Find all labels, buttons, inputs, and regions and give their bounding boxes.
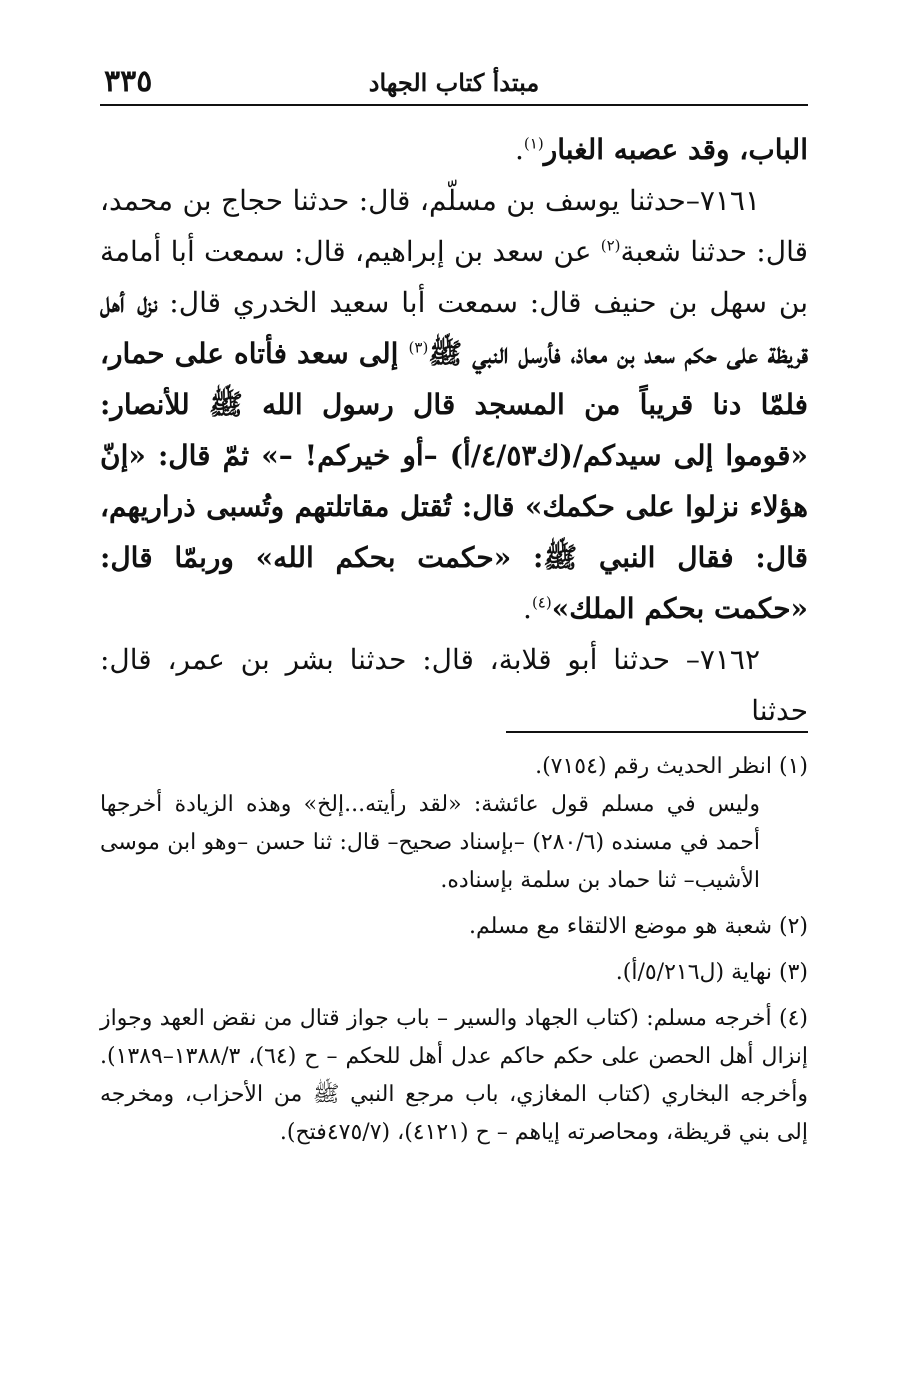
footnotes bbox=[100, 748, 808, 1152]
text-period: . bbox=[523, 592, 532, 625]
isnad-text-cont: عن سعد بن إبراهيم، قال: سمعت أبا أمامة بن سهل بن حنيف قال: سمعت أبا سعيد الخدري قال: bbox=[100, 235, 808, 319]
hadith-7162: ٧١٦٢– حدثنا أبو قلابة، قال: حدثنا بشر بن عمر، قال: حدثنا bbox=[100, 643, 808, 727]
footnote-3: (٣) نهاية (ل٥/٢١٦/أ). bbox=[615, 960, 808, 985]
isnad-text: ٧١٦١–حدثنا يوسف بن مسلّم، قال: حدثنا حجاج بن محمد، قال: حدثنا شعبة bbox=[100, 184, 808, 268]
paragraph-continuation bbox=[100, 124, 808, 175]
matn-text: نزل أهل قريظة على حكم سعد بن معاذ، فأرسل النبي ﷺ bbox=[100, 286, 808, 370]
matn-text-cont: إلى سعد فأتاه على حمار، فلمّا دنا قريباً من المسجد قال رسول الله ﷺ للأنصار: «قوموا إلى سيدكم/(ك٤/٥٣/أ) –أو خيركم! –» ثمّ قال: «إنّ هؤلاء نزلوا على حكمك» قال: تُقتل مقاتلتهم وتُسبى ذراريهم، قال: فقال النبي ﷺ: «حكمت بحكم الله» وربمّا قال: «حكمت بحكم الملك» bbox=[100, 337, 808, 625]
footnote-ref-2: (٢) bbox=[600, 236, 621, 255]
footnote-ref-4: (٤) bbox=[531, 593, 552, 612]
hadith-7161 bbox=[100, 175, 808, 634]
footnote-ref-3: (٣) bbox=[408, 338, 429, 357]
page-number: ٣٣٥ bbox=[104, 64, 153, 99]
footnote-2: (٢) شعبة هو موضع الالتقاء مع مسلم. bbox=[469, 914, 808, 939]
footnote-separator bbox=[506, 731, 808, 733]
running-head bbox=[100, 62, 808, 102]
footnote-4: (٤) أخرجه مسلم: (كتاب الجهاد والسير – باب جواز قتال من نقض العهد وجواز إنزال أهل الحصن على حكم حاكم عدل أهل للحكم – ح (٦٤)، ١٣٨٨/٣–١٣٨٩). وأخرجه البخاري (كتاب المغازي، باب مرجع النبي ﷺ من الأحزاب، ومخرجه إلى بني قريظة، ومحاصرته إياهم – ح (٤١٢١)، (٤٧٥/٧فتح). bbox=[100, 1006, 808, 1145]
text-bold: الباب، وقد عصبه الغبار bbox=[543, 133, 808, 166]
footnote-ref-1: (١) bbox=[523, 134, 544, 153]
running-title: مبتدأ كتاب الجهاد bbox=[368, 68, 540, 97]
main-text bbox=[100, 124, 808, 736]
footnote-1: (١) انظر الحديث رقم (٧١٥٤). bbox=[535, 754, 808, 779]
text-period: . bbox=[515, 133, 524, 166]
header-rule bbox=[100, 104, 808, 106]
footnote-1-continuation: وليس في مسلم قول عائشة: «لقد رأيته...إلخ» وهذه الزيادة أخرجها أحمد في مسنده (٢٨٠/٦) –بإسناد صحيح– قال: ثنا حسن –وهو ابن موسى الأشيب– ثنا حماد بن سلمة بإسناده. bbox=[100, 792, 760, 893]
